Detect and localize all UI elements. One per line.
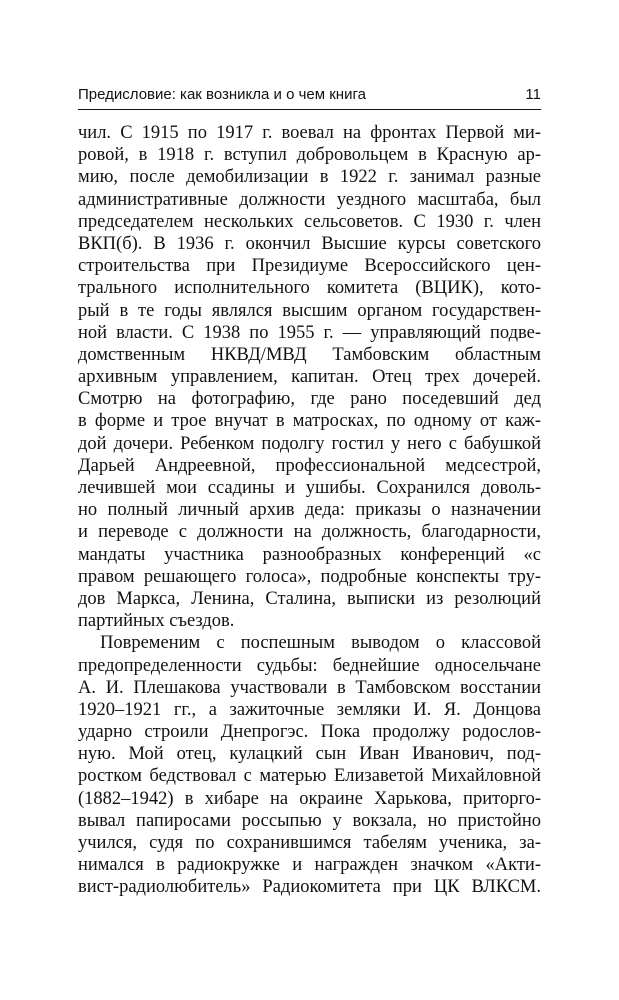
- text-line: (1882–1942) в хибаре на окраине Харькова, приторго-: [78, 788, 541, 809]
- text-line: А. И. Плешакова участвовали в Тамбовском восстании: [78, 677, 541, 698]
- text-line: Дарьей Андреевной, профессиональной медсестрой,: [78, 455, 541, 476]
- text-line: вывал папиросами россыпью у вокзала, но пристойно: [78, 810, 541, 831]
- text-line: учился, судя по сохранившимся табелям ученика, за-: [78, 833, 541, 853]
- text-line: дой дочери. Ребенком подолгу гостил у него с бабушкой: [78, 433, 541, 454]
- text-line: Смотрю на фотографию, где рано поседевший дед: [78, 389, 541, 410]
- body-text: [78, 122, 541, 899]
- text-line: домственным НКВД/МВД Тамбовским областным: [78, 344, 541, 365]
- text-line: архивным управлением, капитан. Отец трех дочерей.: [78, 367, 541, 388]
- text-line: лечившей мои ссадины и ушибы. Сохранился доволь-: [78, 478, 541, 498]
- text-line: правом решающего голоса», подробные конспекты тру-: [78, 566, 541, 587]
- text-line: ровой, в 1918 г. вступил добровольцем в Красную ар-: [78, 145, 541, 166]
- text-line: чил. С 1915 по 1917 г. воевал на фронтах Первой ми-: [78, 123, 541, 143]
- header-rule: [78, 109, 541, 110]
- text-line: и переводе с должности на должность, благодарности,: [78, 522, 541, 543]
- page-number: 11: [525, 86, 541, 103]
- text-line: ростком бедствовал с матерью Елизаветой Михайловной: [78, 766, 541, 787]
- text-line: ную. Мой отец, кулацкий сын Иван Иванович, под-: [78, 744, 541, 765]
- text-line: в форме и трое внучат в матросках, по одному от каж-: [78, 411, 541, 432]
- text-line: ВКП(б). В 1936 г. окончил Высшие курсы советского: [78, 233, 541, 254]
- text-line: нимался в радиокружке и награжден значком «Акти-: [78, 855, 541, 876]
- text-line: рый в те годы являлся высшим органом государствен-: [78, 300, 541, 321]
- text-line: административные должности уездного масштаба, был: [78, 189, 541, 210]
- chapter-title: Предисловие: как возникла и о чем книга: [78, 86, 366, 103]
- text-line: мандаты участника разнообразных конференций «с: [78, 544, 541, 565]
- text-line: трального исполнительного комитета (ВЦИК), кото-: [78, 278, 541, 299]
- text-line: строительства при Президиуме Всероссийского цен-: [78, 256, 541, 277]
- text-line: мию, после демобилизации в 1922 г. занимал разные: [78, 167, 541, 188]
- text-line: но полный личный архив деда: приказы о назначении: [78, 500, 541, 521]
- text-line-paragraph-start: Повременим с поспешным выводом о классовой: [100, 633, 541, 654]
- running-header: [78, 84, 541, 106]
- text-line: предопределенности судьбы: беднейшие односельчане: [78, 655, 541, 676]
- text-line: дов Маркса, Ленина, Сталина, выписки из резолюций: [78, 588, 541, 609]
- text-line: председателем нескольких сельсоветов. С 1930 г. член: [78, 211, 541, 232]
- text-line-paragraph-end: партийных съездов.: [78, 611, 235, 632]
- text-line: 1920–1921 гг., а зажиточные земляки И. Я. Донцова: [78, 699, 541, 720]
- text-line: ударно строили Днепрогэс. Пока продолжу родослов-: [78, 722, 541, 743]
- text-line: ной власти. С 1938 по 1955 г. — управляющий подве-: [78, 322, 541, 343]
- text-line: вист-радиолюбитель» Радиокомитета при ЦК ВЛКСМ.: [78, 877, 541, 898]
